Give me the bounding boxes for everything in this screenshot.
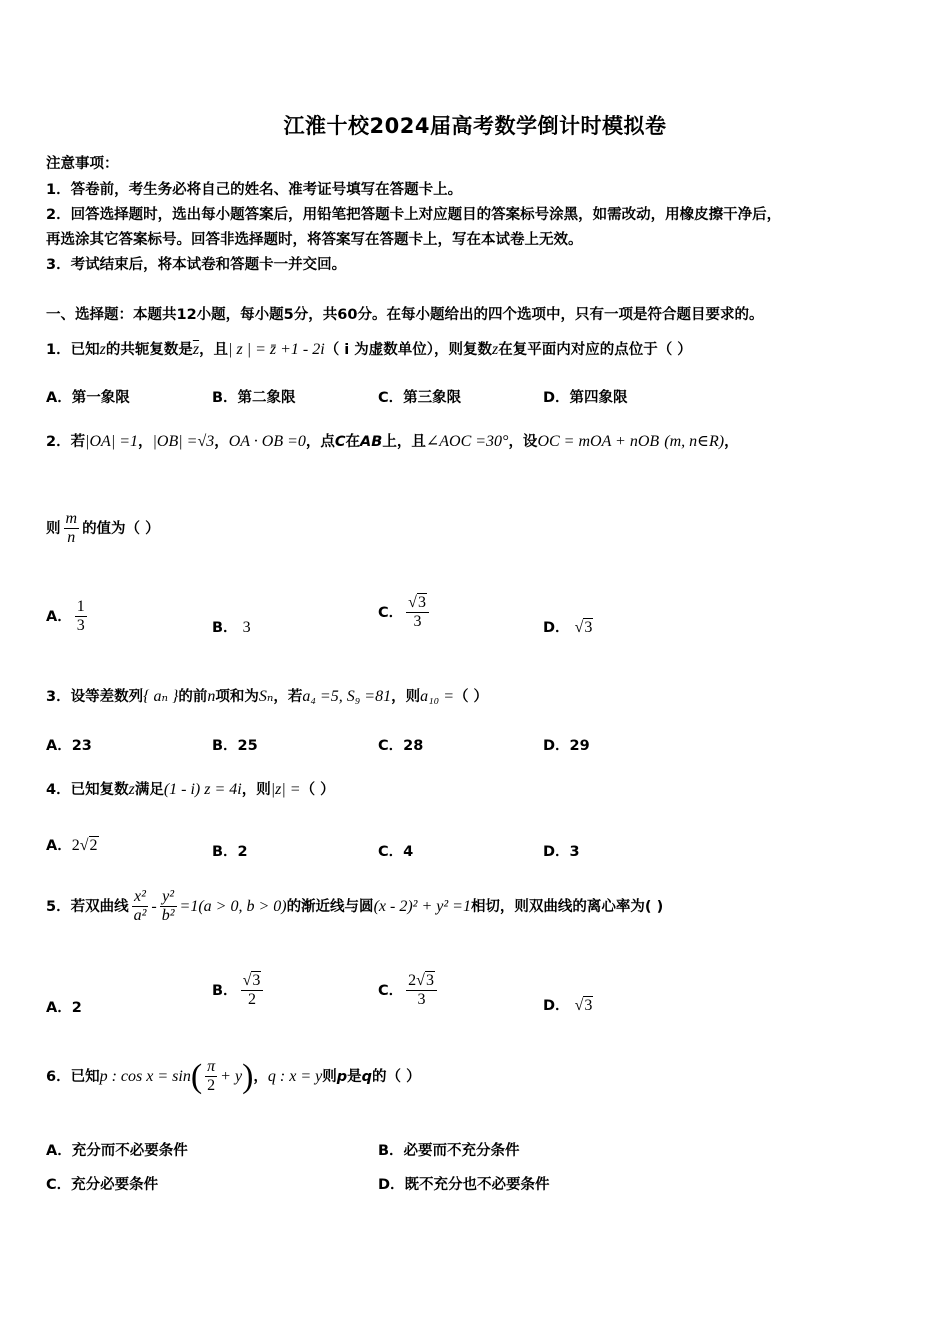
q5-text: 5．若双曲线 [46,898,129,915]
q4-option-b: B．2 [212,844,248,860]
fraction-denominator: 2 [247,991,256,1009]
q3-text: 的前 [178,689,208,705]
option-fraction [406,972,437,1010]
q3-target: a₁₀ = [420,688,454,705]
sqrt-icon: √3 [574,619,593,636]
q1-text: 1．已知 [46,342,100,358]
q1-text: （ i 为虚数单位），则复数 [324,342,493,358]
q2-text: 在 [345,434,361,450]
q3-var-sn: Sₙ [258,688,274,705]
q2-text: ， [214,434,229,450]
q5-text: 相切，则双曲线的离心率为( ) [470,898,664,915]
q2-option-d [543,616,593,637]
q5-minus: - [151,897,157,915]
option-fraction [75,598,87,636]
option-label: D． [543,998,570,1014]
q6-var-q: q [361,1068,373,1085]
q6-plus-y: + y [220,1067,243,1085]
q1-var-z: z [99,341,106,358]
q3-var-n: n [207,688,216,705]
q2-text: ，点 [305,434,335,450]
q2-vector-eq: OC = mOA + nOB [537,433,660,450]
fraction-denominator: 3 [417,991,426,1009]
fraction-denominator: b² [161,907,175,925]
option-label: A． [46,838,72,854]
q5-fraction-y [160,888,177,926]
q2-option-b [212,616,251,637]
q1-text: ，且 [199,342,229,358]
q2-text: ，设 [508,434,538,450]
option-label: C． [378,982,404,999]
question-4 [46,778,335,799]
q3-text: ，则 [391,689,421,705]
radicand: 3 [425,972,434,989]
question-1 [46,338,692,359]
q5-option-a: A．2 [46,1000,82,1016]
q2-text: ， [724,434,739,450]
fraction-numerator: 1 [75,598,87,617]
section-heading: 一、选择题：本题共12小题，每小题5分，共60分。在每小题给出的四个选项中，只有一项是符合题目要求的。 [46,307,764,323]
q1-equation: | z | = z̄ +1 - 2i [228,341,325,358]
q3-option-b: B．25 [212,738,258,754]
q2-text: ， [138,434,153,450]
q6-q-statement: q : x = y [267,1067,323,1085]
notice-item: 3．考试结束后，将本试卷和答题卡一并交回。 [46,257,347,273]
q5-option-d [543,994,593,1015]
q2-cond-ob: |OB| =√3 [152,433,215,450]
notice-heading: 注意事项： [46,156,119,172]
q3-option-c: C．28 [378,738,424,754]
q3-condition: a₄ =5, S₉ =81 [302,688,392,705]
q5-option-c [378,972,440,1010]
option-value: 3 [242,619,251,636]
q2-option-c [378,594,432,632]
question-2-ask [46,510,160,548]
q1-option-a: A．第一象限 [46,390,130,406]
radicand: 3 [252,972,261,989]
q6-text: 的（ ） [372,1068,421,1085]
q4-equation: (1 - i) z = 4i [163,781,242,798]
fraction-denominator: a² [133,907,147,925]
q5-equation: =1(a > 0, b > 0) [179,897,287,915]
q2-fraction-m-n [64,510,80,548]
q4-option-c: C．4 [378,844,414,860]
fraction-numerator: π [205,1058,217,1077]
option-label: B． [212,620,238,636]
notice-item: 1．答卷前，考生务必将自己的姓名、准考证号填写在答题卡上。 [46,182,463,198]
question-6 [46,1058,421,1096]
radicand: 2 [89,837,98,854]
fraction-denominator: 3 [413,613,422,631]
q2-text: 的值为（ ） [82,520,160,537]
q2-option-a [46,598,90,636]
q3-text: （ ） [454,689,489,705]
option-label: D． [543,620,570,636]
q3-sequence: { aₙ } [143,688,179,705]
fraction-numerator: m [64,510,80,529]
q6-text: 则 [322,1068,337,1085]
q4-text: ，则 [241,782,271,798]
option-fraction [241,972,264,1010]
q6-text: 6．已知 [46,1068,100,1085]
q1-option-d: D．第四象限 [543,390,628,406]
q6-option-c: C．充分必要条件 [46,1177,159,1193]
q1-var-z: z [492,341,499,358]
q3-text: 3．设等差数列 [46,689,144,705]
option-coefficient: 2 [408,972,417,989]
q3-option-d: D．29 [543,738,590,754]
fraction-denominator: n [67,529,76,547]
q1-text: 在复平面内对应的点位于（ ） [498,342,692,358]
radicand: 3 [584,997,593,1014]
sqrt-icon: √3 [574,997,593,1014]
fraction-numerator: x² [132,888,149,907]
q6-option-a: A．充分而不必要条件 [46,1143,188,1159]
q2-text: 上，且 [382,434,426,450]
q4-var-z: z [128,781,135,798]
sqrt-icon: √3 [408,594,426,611]
q1-option-b: B．第二象限 [212,390,296,406]
q2-angle: ∠AOC =30° [425,433,509,450]
q4-text: 4．已知复数 [46,782,129,798]
q2-domain: (m, n∈R) [664,433,725,450]
q6-fraction-pi [205,1058,217,1096]
q6-option-b: B．必要而不充分条件 [378,1143,520,1159]
q2-cond-oa: |OA| =1 [85,433,139,450]
q5-text: 的渐近线与圆 [286,898,374,915]
q5-option-b [212,972,266,1010]
q6-option-d: D．既不充分也不必要条件 [378,1177,550,1193]
q2-text: 则 [46,520,61,537]
q6-p-statement: p : cos x = sin [99,1067,191,1085]
fraction-denominator: 3 [76,617,85,635]
q3-text: ，若 [273,689,303,705]
q5-circle: (x - 2)² + y² =1 [373,897,471,915]
option-coefficient: 2 [71,837,80,854]
notice-item: 再选涂其它答案标号。回答非选择题时，将答案写在答题卡上，写在本试卷上无效。 [46,232,583,248]
q4-text: （ ） [300,782,335,798]
q5-fraction-x [132,888,149,926]
question-5 [46,888,663,926]
q4-option-d: D．3 [543,844,580,860]
q3-option-a: A．23 [46,738,92,754]
q3-text: 项和为 [215,689,259,705]
option-fraction [406,594,429,632]
right-paren-icon: ) [242,1057,254,1095]
radicand: 3 [417,594,426,611]
exam-title: 江淮十校2024届高考数学倒计时模拟卷 [283,114,667,138]
q2-segment-ab: AB [360,434,383,450]
question-3 [46,685,488,706]
option-label: C． [378,604,404,621]
fraction-numerator: y² [160,888,177,907]
sqrt-icon: √2 [79,837,98,854]
q4-target: |z| = [270,781,301,798]
q6-var-p: p [336,1068,348,1085]
q6-text: 是 [347,1068,362,1085]
sqrt-icon: √3 [416,972,434,989]
q1-option-c: C．第三象限 [378,390,462,406]
option-label: A． [46,608,72,625]
q4-text: 满足 [134,782,164,798]
fraction-denominator: 2 [207,1077,216,1095]
q6-text: ， [253,1068,268,1085]
sqrt-icon: √3 [242,972,261,989]
q1-var-zbar: $\overline{z}$ [192,341,200,358]
q2-text: 2．若 [46,434,86,450]
question-2 [46,430,739,451]
option-label: B． [212,982,238,999]
q4-option-a [46,834,99,855]
radicand: 3 [584,619,593,636]
q2-point-c: C [334,434,346,450]
q2-cond-dot: OA · OB =0 [228,433,306,450]
left-paren-icon: ( [190,1057,203,1095]
q1-text: 的共轭复数是 [105,342,193,358]
notice-item: 2．回答选择题时，选出每小题答案后，用铅笔把答题卡上对应题目的答案标号涂黑，如需改动，用橡皮擦干净后， [46,207,782,223]
